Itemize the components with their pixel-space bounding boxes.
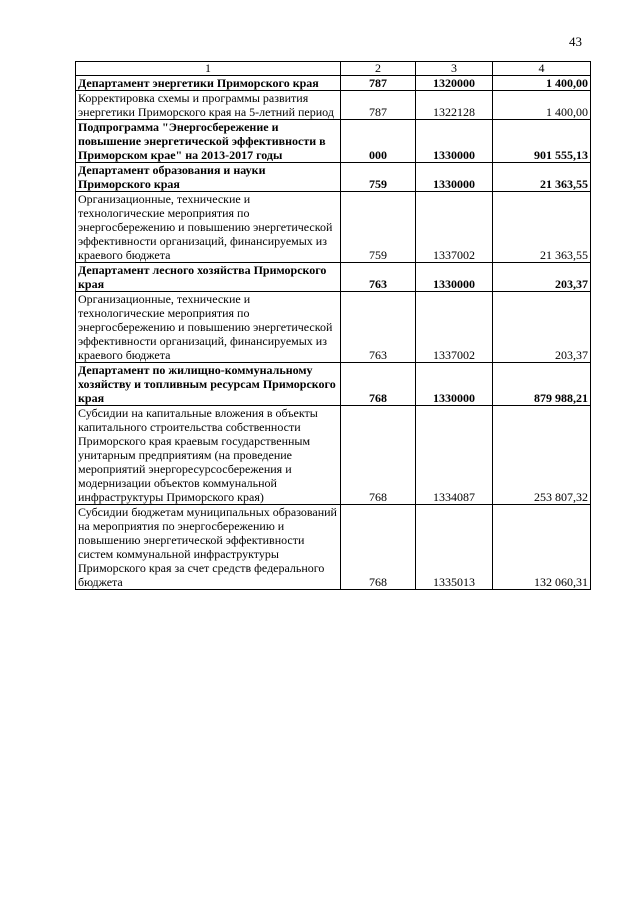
row-amount: 21 363,55: [493, 192, 591, 263]
row-target-code: 1330000: [416, 120, 493, 163]
table-row: [76, 163, 591, 192]
table-row: [76, 292, 591, 363]
table-row: [76, 505, 591, 590]
row-ministry-code: 759: [341, 192, 416, 263]
column-header-2: 2: [341, 62, 416, 76]
row-target-code: 1330000: [416, 163, 493, 192]
table-header-row: [76, 62, 591, 76]
row-target-code: 1335013: [416, 505, 493, 590]
table-row: [76, 406, 591, 505]
table-row: [76, 192, 591, 263]
row-amount: 1 400,00: [493, 76, 591, 91]
row-ministry-code: 787: [341, 76, 416, 91]
column-header-1: 1: [76, 62, 341, 76]
column-header-4: 4: [493, 62, 591, 76]
row-ministry-code: 768: [341, 406, 416, 505]
row-name: Субсидии на капитальные вложения в объекты капитального строительства собственности Приморского края краевым государственным унитарным предприятиям (на проведение мероприятий энергоресурсосбережения и модернизации объектов коммунальной инфраструктуры Приморского края): [76, 406, 341, 505]
row-name: Корректировка схемы и программы развития энергетики Приморского края на 5-летний период: [76, 91, 341, 120]
row-ministry-code: 787: [341, 91, 416, 120]
row-ministry-code: 768: [341, 505, 416, 590]
row-ministry-code: 763: [341, 292, 416, 363]
row-name: Департамент образования и науки Приморского края: [76, 163, 341, 192]
table-row: [76, 263, 591, 292]
row-amount: 253 807,32: [493, 406, 591, 505]
table-row: [76, 363, 591, 406]
budget-table: [75, 61, 591, 590]
row-target-code: 1320000: [416, 76, 493, 91]
row-ministry-code: 768: [341, 363, 416, 406]
row-name: Департамент лесного хозяйства Приморского края: [76, 263, 341, 292]
row-target-code: 1334087: [416, 406, 493, 505]
row-name: Субсидии бюджетам муниципальных образований на мероприятия по энергосбережению и повышению энергетической эффективности систем коммунальной инфраструктуры Приморского края за счет средств федерального бюджета: [76, 505, 341, 590]
column-header-3: 3: [416, 62, 493, 76]
row-amount: 203,37: [493, 263, 591, 292]
row-ministry-code: 000: [341, 120, 416, 163]
row-name: Департамент энергетики Приморского края: [76, 76, 341, 91]
row-amount: 1 400,00: [493, 91, 591, 120]
row-name: Подпрограмма "Энергосбережение и повышение энергетической эффективности в Приморском крае" на 2013-2017 годы: [76, 120, 341, 163]
row-amount: 879 988,21: [493, 363, 591, 406]
row-target-code: 1337002: [416, 292, 493, 363]
row-target-code: 1322128: [416, 91, 493, 120]
row-name: Организационные, технические и технологические мероприятия по энергосбережению и повышению энергетической эффективности организаций, финансируемых из краевого бюджета: [76, 192, 341, 263]
row-amount: 132 060,31: [493, 505, 591, 590]
row-ministry-code: 759: [341, 163, 416, 192]
table-row: [76, 91, 591, 120]
row-name: Организационные, технические и технологические мероприятия по энергосбережению и повышению энергетической эффективности организаций, финансируемых из краевого бюджета: [76, 292, 341, 363]
row-target-code: 1330000: [416, 263, 493, 292]
page-number: 43: [569, 34, 582, 49]
table-row: [76, 120, 591, 163]
row-amount: 21 363,55: [493, 163, 591, 192]
row-ministry-code: 763: [341, 263, 416, 292]
row-target-code: 1337002: [416, 192, 493, 263]
row-amount: 203,37: [493, 292, 591, 363]
row-target-code: 1330000: [416, 363, 493, 406]
table-row: [76, 76, 591, 91]
row-name: Департамент по жилищно-коммунальному хозяйству и топливным ресурсам Приморского края: [76, 363, 341, 406]
row-amount: 901 555,13: [493, 120, 591, 163]
